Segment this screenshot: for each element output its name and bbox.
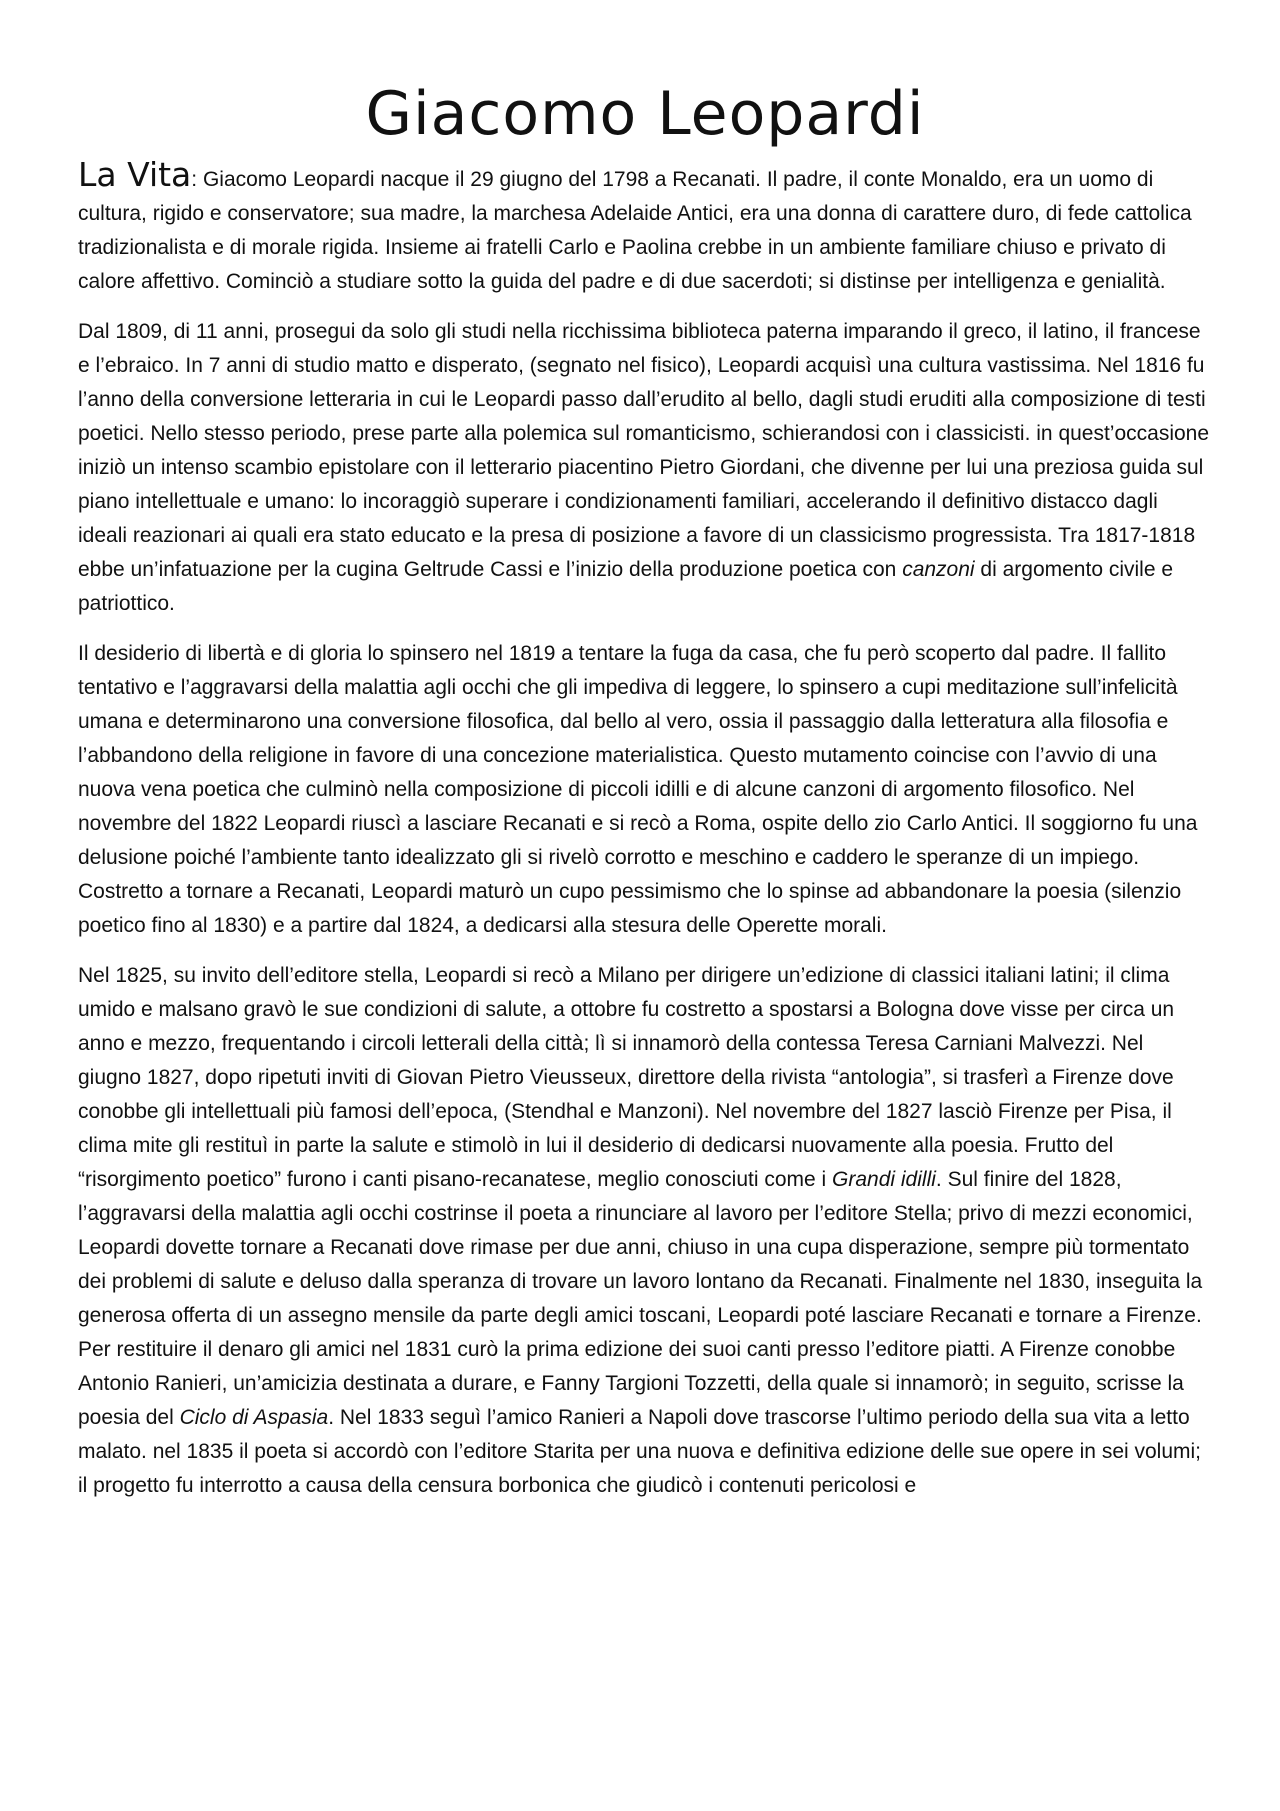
paragraph-1 (78, 155, 1212, 299)
paragraph-2 (78, 315, 1212, 621)
paragraph-4-italic-1: Grandi idilli (832, 1168, 936, 1191)
paragraph-2-italic: canzoni (902, 558, 975, 581)
paragraph-3-text: Il desiderio di libertà e di gloria lo spinsero nel 1819 a tentare la fuga da casa, che fu però scoperto dal padre. Il fallito tentativo e l’aggravarsi della malattia agli occhi che gli impediva di leggere, lo spinsero a cupi meditazione sull’infelicità umana e determinarono una conversione filosofica, dal bello al vero, ossia il passaggio dalla letteratura alla filosofia e l’abbandono della religione in favore di una concezione materialistica. Questo mutamento coincise con l’avvio di una nuova vena poetica che culminò nella composizione di piccoli idilli e di alcune canzoni di argomento filosofico. Nel novembre del 1822 Leopardi riuscì a lasciare Recanati e si recò a Roma, ospite dello zio Carlo Antici. Il soggiorno fu una delusione poiché l’ambiente tanto idealizzato gli si rivelò corrotto e meschino e caddero le speranze di un impiego. Costretto a tornare a Recanati, Leopardi maturò un cupo pessimismo che lo spinse ad abbandonare la poesia (silenzio poetico fino al 1830) e a partire dal 1824, a dedicarsi alla stesura delle Operette morali. (78, 642, 1198, 937)
page-title: Giacomo Leopardi (365, 79, 925, 149)
document-page (78, 0, 1212, 1811)
paragraph-3 (78, 637, 1212, 943)
paragraph-4-text-a: Nel 1825, su invito dell’editore stella, Leopardi si recò a Milano per dirigere un’edizione di classici italiani latini; il clima umido e malsano gravò le sue condizioni di salute, a ottobre fu costretto a spostarsi a Bologna dove visse per circa un anno e mezzo, frequentando i circoli letterali della città; lì si innamorò della contessa Teresa Carniani Malvezzi. Nel giugno 1827, dopo ripetuti inviti di Giovan Pietro Vieusseux, direttore della rivista “antologia”, si trasferì a Firenze dove conobbe gli intellettuali più famosi dell’epoca, (Stendhal e Manzoni). Nel novembre del 1827 lasciò Firenze per Pisa, il clima mite gli restituì in parte la salute e stimolò in lui il desiderio di dedicarsi nuovamente alla poesia. Frutto del “risorgimento poetico” furono i canti pisano-recanatese, meglio conosciuti come i (78, 964, 1175, 1191)
paragraph-1-text: : Giacomo Leopardi nacque il 29 giugno del 1798 a Recanati. Il padre, il conte Monaldo, era un uomo di cultura, rigido e conservatore; sua madre, la marchesa Adelaide Antici, era una donna di carattere duro, di fede cattolica tradizionalista e di morale rigida. Insieme ai fratelli Carlo e Paolina crebbe in un ambiente familiare chiuso e privato di calore affettivo. Cominciò a studiare sotto la guida del padre e di due sacerdoti; si distinse per intelligenza e genialità. (78, 168, 1192, 293)
paragraph-2-text-a: Dal 1809, di 11 anni, prosegui da solo gli studi nella ricchissima biblioteca paterna imparando il greco, il latino, il francese e l’ebraico. In 7 anni di studio matto e disperato, (segnato nel fisico), Leopardi acquisì una cultura vastissima. Nel 1816 fu l’anno della conversione letteraria in cui le Leopardi passo dall’erudito al bello, dagli studi eruditi alla composizione di testi poetici. Nello stesso periodo, prese parte alla polemica sul romanticismo, schierandosi con i classicisti. in quest’occasione iniziò un intenso scambio epistolare con il letterario piacentino Pietro Giordani, che divenne per lui una preziosa guida sul piano intellettuale e umano: lo incoraggiò superare i condizionamenti familiari, accelerando il definitivo distacco dagli ideali reazionari ai quali era stato educato e la presa di posizione a favore di un classicismo progressista. Tra 1817-1818 ebbe un’infatuazione per la cugina Geltrude Cassi e l’inizio della produzione poetica con (78, 320, 1210, 581)
paragraph-4-italic-2: Ciclo di Aspasia (179, 1406, 329, 1429)
section-heading: La Vita (78, 155, 192, 194)
paragraph-4 (78, 959, 1212, 1503)
paragraph-4-text-b: . Sul finire del 1828, l’aggravarsi della malattia agli occhi costrinse il poeta a rinunciare al lavoro per l’editore Stella; privo di mezzi economici, Leopardi dovette tornare a Recanati dove rimase per due anni, chiuso in una cupa disperazione, sempre più tormentato dei problemi di salute e deluso dalla speranza di trovare un lavoro lontano da Recanati. Finalmente nel 1830, inseguita la generosa offerta di un assegno mensile da parte degli amici toscani, Leopardi poté lasciare Recanati e tornare a Firenze. Per restituire il denaro gli amici nel 1831 curò la prima edizione dei suoi canti presso l’editore piatti. A Firenze conobbe Antonio Ranieri, un’amicizia destinata a durare, e Fanny Targioni Tozzetti, della quale si innamorò; in seguito, scrisse la poesia del (78, 1168, 1203, 1429)
paragraph-2-text-b: di argomento civile e patriottico. (78, 558, 1174, 615)
paragraph-4-text-c: . Nel 1833 seguì l’amico Ranieri a Napoli dove trascorse l’ultimo periodo della sua vita a letto malato. nel 1835 il poeta si accordò con l’editore Starita per una nuova e definitiva edizione delle sue opere in sei volumi; il progetto fu interrotto a causa della censura borbonica che giudicò i contenuti pericolosi e (78, 1406, 1202, 1497)
